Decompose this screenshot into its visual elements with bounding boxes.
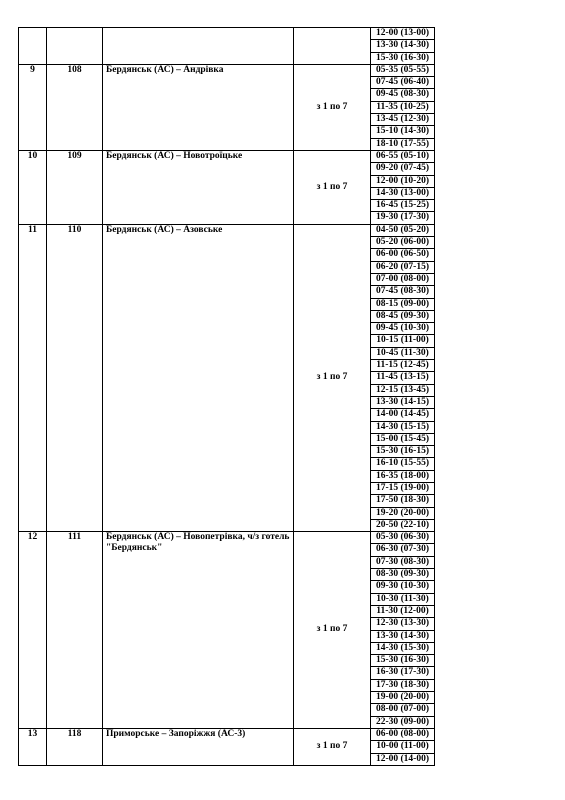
departure-time [371,679,435,691]
departure-time-text: 06-00 (08-00) [375,728,430,739]
departure-time-text: 19-00 (20-00) [375,692,430,703]
departure-time [371,630,435,642]
route-days [294,28,371,65]
departure-time-text: 16-35 (18-00) [375,470,430,481]
departure-time [371,335,435,347]
departure-time-text: 15-30 (16-30) [375,52,430,63]
departure-time-text: 15-30 (16-15) [375,446,430,457]
departure-time-text: 09-45 (08-30) [375,89,430,100]
departure-time-text: 04-50 (05-20) [375,224,430,235]
departure-time [371,28,435,40]
departure-time-text: 16-45 (15-25) [375,200,430,211]
route-name: Приморське – Запоріжжя (АС-3) [103,728,294,765]
departure-time [371,372,435,384]
route-number: 11 [19,224,47,531]
departure-time [371,163,435,175]
departure-time-text: 10-00 (11-00) [376,741,429,752]
schedule-table [18,27,435,766]
departure-time-text: 10-45 (11-30) [376,347,429,358]
departure-time-text: 07-45 (08-30) [375,286,430,297]
departure-time-text: 06-00 (06-50) [375,249,430,260]
route-name [103,28,294,65]
table-row [19,64,435,76]
departure-time [371,360,435,372]
departure-time [371,458,435,470]
departure-time [371,409,435,421]
departure-time-text: 11-45 (13-15) [376,372,429,383]
departure-time-text: 16-30 (17-30) [375,667,430,678]
departure-time [371,655,435,667]
route-code: 110 [47,224,103,531]
departure-time [371,433,435,445]
departure-time-text: 12-00 (13-00) [375,28,430,38]
table-row [19,532,435,544]
route-number: 10 [19,150,47,224]
departure-time [371,384,435,396]
departure-time-text: 14-30 (15-30) [375,642,430,653]
departure-time [371,286,435,298]
departure-time-text: 15-10 (14-30) [375,126,430,137]
departure-time-text: 10-15 (11-00) [376,335,429,346]
departure-time [371,667,435,679]
route-days: з 1 по 7 [294,224,371,531]
departure-time [371,175,435,187]
departure-time [371,126,435,138]
table-row [19,728,435,740]
departure-time [371,544,435,556]
departure-time [371,261,435,273]
departure-time-text: 07-00 (08-00) [375,273,430,284]
departure-time [371,310,435,322]
departure-time [371,40,435,52]
departure-time-text: 09-30 (10-30) [375,581,430,592]
departure-time [371,237,435,249]
departure-time [371,396,435,408]
departure-time-text: 13-45 (12-30) [375,114,430,125]
departure-time-text: 14-00 (14-45) [375,409,430,420]
departure-time-text: 13-30 (14-30) [375,40,430,51]
departure-time [371,138,435,150]
departure-time [371,347,435,359]
departure-time-text: 14-30 (15-15) [375,421,430,432]
schedule-body [19,28,435,766]
departure-time-text: 13-30 (14-15) [375,396,430,407]
departure-time-text: 11-15 (12-45) [376,360,429,371]
departure-time [371,605,435,617]
departure-time-text: 19-20 (20-00) [375,507,430,518]
departure-time [371,642,435,654]
departure-time [371,593,435,605]
departure-time [371,323,435,335]
departure-time-text: 13-30 (14-30) [375,630,430,641]
departure-time [371,716,435,728]
route-number [19,28,47,65]
departure-time [371,273,435,285]
departure-time [371,618,435,630]
departure-time-text: 09-20 (07-45) [375,163,430,174]
departure-time [371,741,435,753]
departure-time-text: 12-00 (14-00) [375,753,430,764]
departure-time [371,581,435,593]
departure-time [371,200,435,212]
departure-time-text: 05-20 (06-00) [375,237,430,248]
departure-time [371,446,435,458]
departure-time [371,298,435,310]
departure-time-text: 12-00 (10-20) [375,175,430,186]
departure-time-text: 16-10 (15-55) [375,458,430,469]
route-name: Бердянськ (АС) – Новопетрівка, ч/з готель "Бердянськ" [103,532,294,729]
departure-time-text: 12-15 (13-45) [375,384,430,395]
departure-time [371,52,435,64]
departure-time [371,704,435,716]
departure-time [371,753,435,765]
departure-time-text: 11-35 (10-25) [376,101,429,112]
route-name: Бердянськ (АС) – Азовське [103,224,294,531]
departure-time [371,114,435,126]
route-code: 111 [47,532,103,729]
departure-time-text: 18-10 (17-55) [375,138,430,149]
departure-time [371,224,435,236]
departure-time-text: 17-15 (19-00) [375,482,430,493]
departure-time-text: 15-00 (15-45) [375,433,430,444]
departure-time [371,556,435,568]
route-days: з 1 по 7 [294,150,371,224]
departure-time [371,692,435,704]
departure-time-text: 17-30 (18-30) [375,679,430,690]
departure-time [371,89,435,101]
departure-time-text: 06-20 (07-15) [375,261,430,272]
departure-time [371,470,435,482]
departure-time [371,507,435,519]
departure-time [371,212,435,224]
departure-time [371,482,435,494]
route-code [47,28,103,65]
departure-time-text: 12-30 (13-30) [375,618,430,629]
departure-time-text: 10-30 (11-30) [376,593,429,604]
departure-time-text: 11-30 (12-00) [376,605,429,616]
departure-time [371,77,435,89]
route-code: 108 [47,64,103,150]
departure-time [371,569,435,581]
departure-time [371,519,435,531]
departure-time [371,728,435,740]
departure-time [371,249,435,261]
departure-time-text: 06-55 (05-10) [375,150,430,161]
table-row [19,150,435,162]
route-number: 13 [19,728,47,765]
departure-time [371,421,435,433]
departure-time [371,495,435,507]
route-code: 118 [47,728,103,765]
table-row [19,28,435,40]
departure-time [371,187,435,199]
departure-time-text: 07-45 (06-40) [375,77,430,88]
route-days: з 1 по 7 [294,64,371,150]
departure-time [371,532,435,544]
departure-time-text: 06-30 (07-30) [375,544,430,555]
departure-time-text: 08-00 (07-00) [375,704,430,715]
route-name: Бердянськ (АС) – Новотроїцьке [103,150,294,224]
departure-time-text: 08-45 (09-30) [375,310,430,321]
departure-time-text: 08-30 (09-30) [375,569,430,580]
departure-time-text: 22-30 (09-00) [375,716,430,727]
table-row [19,224,435,236]
departure-time-text: 17-50 (18-30) [375,495,430,506]
departure-time-text: 07-30 (08-30) [375,556,430,567]
departure-time-text: 19-30 (17-30) [375,212,430,223]
departure-time-text: 08-15 (09-00) [375,298,430,309]
route-days: з 1 по 7 [294,532,371,729]
departure-time [371,101,435,113]
departure-time [371,150,435,162]
route-number: 12 [19,532,47,729]
route-days: з 1 по 7 [294,728,371,765]
route-number: 9 [19,64,47,150]
departure-time-text: 20-50 (22-10) [375,519,430,530]
departure-time-text: 09-45 (10-30) [375,323,430,334]
departure-time-text: 15-30 (16-30) [375,655,430,666]
departure-time-text: 05-35 (05-55) [375,64,430,75]
route-code: 109 [47,150,103,224]
route-name: Бердянськ (АС) – Андрівка [103,64,294,150]
departure-time-text: 14-30 (13-00) [375,187,430,198]
departure-time [371,64,435,76]
departure-time-text: 05-30 (06-30) [375,532,430,543]
